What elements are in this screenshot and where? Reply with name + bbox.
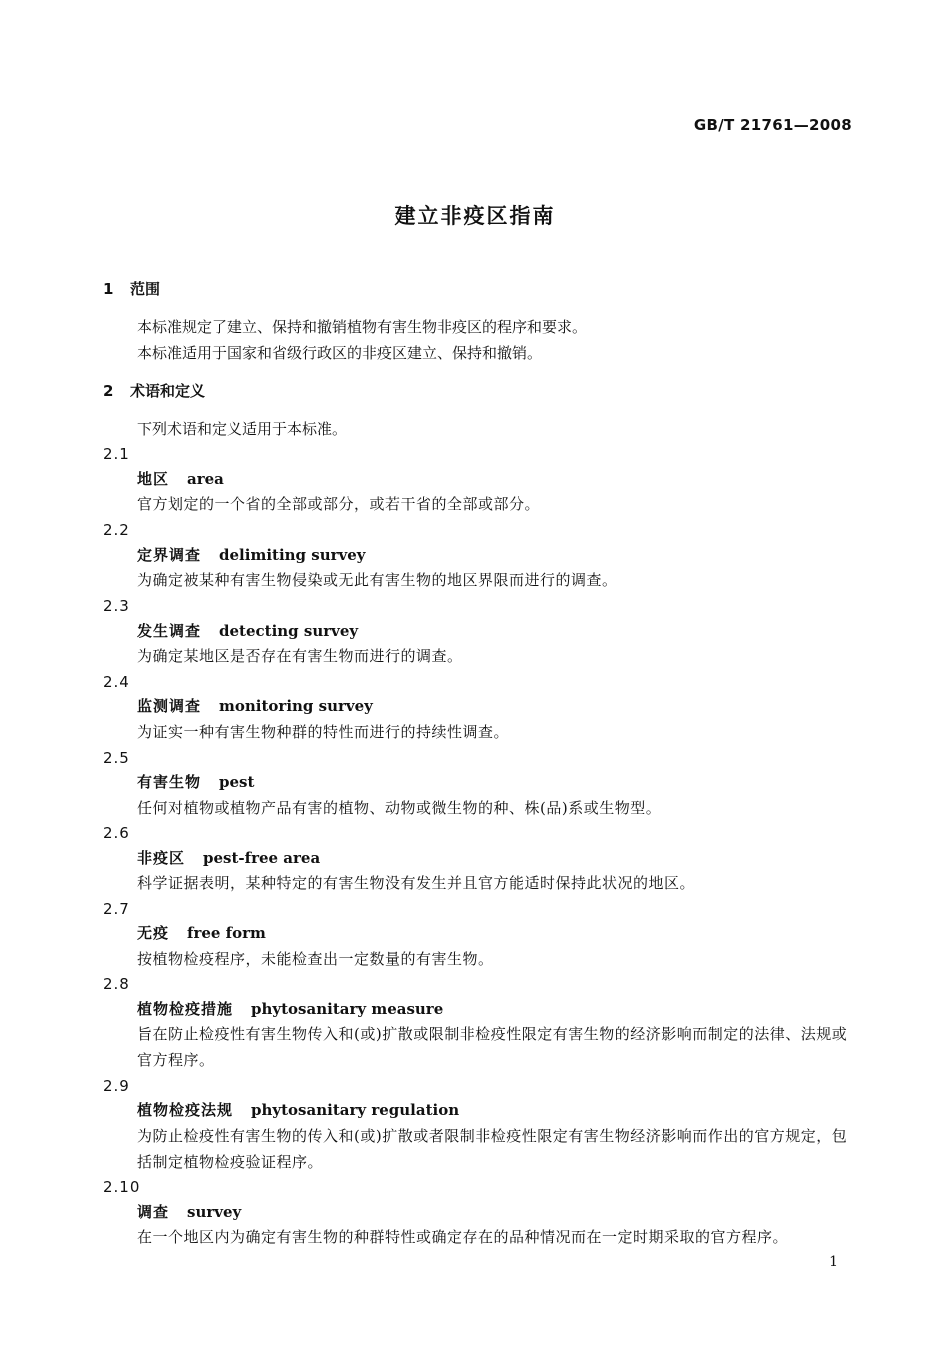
- paragraph: 本标准适用于国家和省级行政区的非疫区建立、保持和撤销。: [137, 344, 543, 362]
- standard-number: GB/T 21761—2008: [693, 116, 852, 134]
- term-english: detecting survey: [219, 622, 359, 640]
- term-entry: [137, 1099, 459, 1121]
- term-english: pest: [219, 773, 255, 791]
- term-definition: 在一个地区内为确定有害生物的种群特性或确定存在的品种情况而在一定时期采取的官方程序。: [137, 1228, 789, 1246]
- clause-number: 2.3: [103, 597, 130, 615]
- term-entry: [137, 620, 358, 642]
- section-title: 范围: [130, 280, 161, 298]
- term-chinese: 植物检疫法规: [137, 1101, 234, 1119]
- term-definition: 任何对植物或植物产品有害的植物、动物或微生物的种、株(品)系或生物型。: [137, 799, 662, 817]
- page-number: 1: [829, 1254, 838, 1270]
- term-chinese: 监测调查: [137, 697, 202, 715]
- paragraph: 下列术语和定义适用于本标准。: [137, 420, 348, 438]
- term-definition: 为证实一种有害生物种群的特性而进行的持续性调查。: [137, 723, 510, 741]
- term-entry: [137, 771, 254, 793]
- clause-number: 2.5: [103, 749, 130, 767]
- term-chinese: 定界调查: [137, 546, 202, 564]
- term-definition: 官方划定的一个省的全部或部分，或若干省的全部或部分。: [137, 495, 541, 513]
- term-definition: 为确定某地区是否存在有害生物而进行的调查。: [137, 647, 463, 665]
- term-definition: 旨在防止检疫性有害生物传入和(或)扩散或限制非检疫性限定有害生物的经济影响而制定的法律、法规或官方程序。: [137, 1025, 848, 1069]
- document-title: 建立非疫区指南: [394, 204, 556, 228]
- term-chinese: 非疫区: [137, 849, 186, 867]
- term-chinese: 无疫: [137, 924, 170, 942]
- clause-number: 2.10: [103, 1178, 141, 1196]
- term-english: survey: [187, 1203, 242, 1221]
- term-entry: [137, 468, 224, 490]
- term-chinese: 有害生物: [137, 773, 202, 791]
- term-entry: [137, 998, 443, 1020]
- clause-number: 2.8: [103, 975, 130, 993]
- term-english: area: [187, 470, 224, 488]
- clause-number: 2.2: [103, 521, 130, 539]
- term-english: free form: [187, 924, 266, 942]
- term-entry: [137, 922, 266, 944]
- term-entry: [137, 1201, 241, 1223]
- term-entry: [137, 847, 320, 869]
- clause-number: 2.7: [103, 900, 130, 918]
- term-chinese: 发生调查: [137, 622, 202, 640]
- clause-number: 2.1: [103, 445, 130, 463]
- term-chinese: 植物检疫措施: [137, 1000, 234, 1018]
- clause-number: 2.9: [103, 1077, 130, 1095]
- section-heading: [103, 278, 160, 300]
- term-definition: 科学证据表明，某种特定的有害生物没有发生并且官方能适时保持此状况的地区。: [137, 874, 696, 892]
- term-definition: 为确定被某种有害生物侵染或无此有害生物的地区界限而进行的调查。: [137, 571, 618, 589]
- term-definition: 为防止检疫性有害生物的传入和(或)扩散或者限制非检疫性限定有害生物经济影响而作出的官方规定，包括制定植物检疫验证程序。: [137, 1127, 848, 1171]
- term-english: monitoring survey: [219, 697, 373, 715]
- term-english: phytosanitary measure: [251, 1000, 444, 1018]
- section-heading: [103, 380, 205, 402]
- section-title: 术语和定义: [130, 382, 206, 400]
- paragraph: 本标准规定了建立、保持和撤销植物有害生物非疫区的程序和要求。: [137, 318, 588, 336]
- section-number: 2: [103, 382, 114, 400]
- term-english: pest-free area: [203, 849, 321, 867]
- clause-number: 2.6: [103, 824, 130, 842]
- term-entry: [137, 544, 366, 566]
- term-english: delimiting survey: [219, 546, 366, 564]
- term-entry: [137, 695, 373, 717]
- clause-number: 2.4: [103, 673, 130, 691]
- term-english: phytosanitary regulation: [251, 1101, 460, 1119]
- term-definition: 按植物检疫程序，未能检查出一定数量的有害生物。: [137, 950, 494, 968]
- term-chinese: 调查: [137, 1203, 170, 1221]
- section-number: 1: [103, 280, 114, 298]
- term-chinese: 地区: [137, 470, 170, 488]
